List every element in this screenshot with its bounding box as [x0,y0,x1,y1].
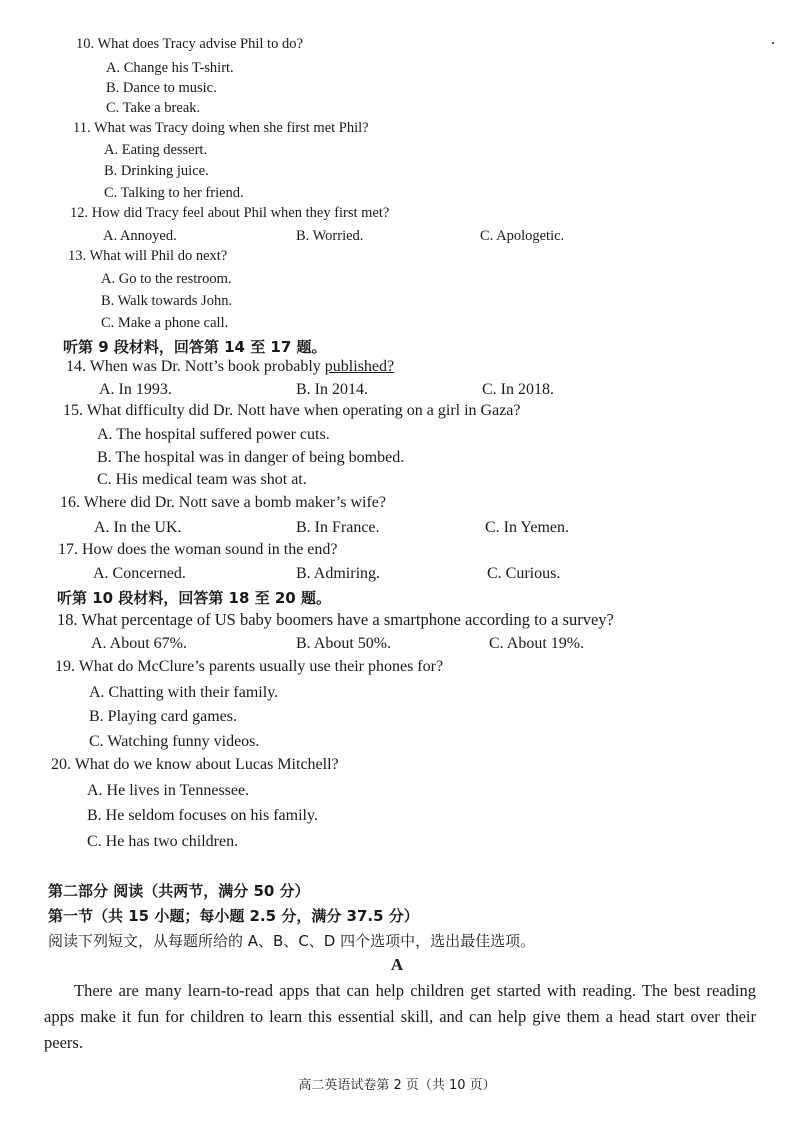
q11-option-c: C. Talking to her friend. [104,185,244,201]
question-13: 13. What will Phil do next? [68,248,228,264]
q10-option-c: C. Take a break. [106,100,201,116]
q15-option-a: A. The hospital suffered power cuts. [97,426,330,443]
q19-option-b: B. Playing card games. [89,708,237,725]
underlined-word-published: published? [324,358,395,375]
question-18: 18. What percentage of US baby boomers have a smartphone according to a survey? [57,610,614,629]
question-16: 16. Where did Dr. Nott save a bomb maker’s wife? [60,494,386,511]
part-2-title: 第二部分 阅读（共两节，满分 50 分） [48,882,310,900]
q12-option-b: B. Worried. [296,228,364,244]
q12-option-c: C. Apologetic. [480,228,565,244]
q18-option-c: C. About 19%. [489,635,585,652]
q14-option-a: A. In 1993. [99,381,172,398]
q12-option-a: A. Annoyed. [103,228,177,244]
q10-option-a: A. Change his T-shirt. [106,60,234,76]
question-12: 12. How did Tracy feel about Phil when they first met? [70,205,390,221]
q13-option-a: A. Go to the restroom. [101,271,232,287]
q16-option-c: C. In Yemen. [485,519,570,536]
q14-option-c: C. In 2018. [482,381,554,398]
q17-option-b: B. Admiring. [296,565,381,582]
q15-option-c: C. His medical team was shot at. [97,471,307,488]
section-heading-material-9: 听第 9 段材料，回答第 14 至 17 题。 [63,338,327,356]
question-20: 20. What do we know about Lucas Mitchell? [51,756,339,773]
q20-option-c: C. He has two children. [87,833,239,850]
question-14-stem: 14. When was Dr. Nott’s book probably [66,358,325,375]
q14-option-b: B. In 2014. [296,381,368,398]
q13-option-b: B. Walk towards John. [101,293,233,309]
q17-option-a: A. Concerned. [93,565,186,582]
question-19: 19. What do McClure’s parents usually use their phones for? [55,658,444,675]
q13-option-c: C. Make a phone call. [101,315,229,331]
q19-option-c: C. Watching funny videos. [89,733,260,750]
question-10: 10. What does Tracy advise Phil to do? [76,36,303,52]
q18-option-a: A. About 67%. [91,635,187,652]
q20-option-b: B. He seldom focuses on his family. [87,807,318,824]
section-1-title: 第一节（共 15 小题；每小题 2.5 分，满分 37.5 分） [48,907,419,925]
scan-speck [772,42,774,44]
question-14 [66,358,394,376]
q11-option-a: A. Eating dessert. [104,142,208,158]
passage-a-paragraph: There are many learn-to-read apps that can help children get started with reading. The best reading apps make it fun for children to learn this essential skill, and can help give them a head start over their peers. [44,981,756,1052]
reading-instruction: 阅读下列短文，从每题所给的 A、B、C、D 四个选项中，选出最佳选项。 [48,932,536,950]
page-footer: 高二英语试卷第 2 页（共 10 页） [298,1078,496,1093]
q18-option-b: B. About 50%. [296,635,392,652]
q11-option-b: B. Drinking juice. [104,163,209,179]
question-17: 17. How does the woman sound in the end? [58,541,338,558]
q20-option-a: A. He lives in Tennessee. [87,782,250,799]
q10-option-b: B. Dance to music. [106,80,217,96]
q19-option-a: A. Chatting with their family. [89,684,279,701]
section-heading-material-10: 听第 10 段材料，回答第 18 至 20 题。 [57,589,331,607]
q17-option-c: C. Curious. [487,565,561,582]
passage-label: A [390,955,404,974]
q16-option-b: B. In France. [296,519,380,536]
question-11: 11. What was Tracy doing when she first met Phil? [73,120,369,136]
q16-option-a: A. In the UK. [94,519,182,536]
question-15: 15. What difficulty did Dr. Nott have when operating on a girl in Gaza? [63,402,521,419]
q15-option-b: B. The hospital was in danger of being bombed. [97,449,405,466]
